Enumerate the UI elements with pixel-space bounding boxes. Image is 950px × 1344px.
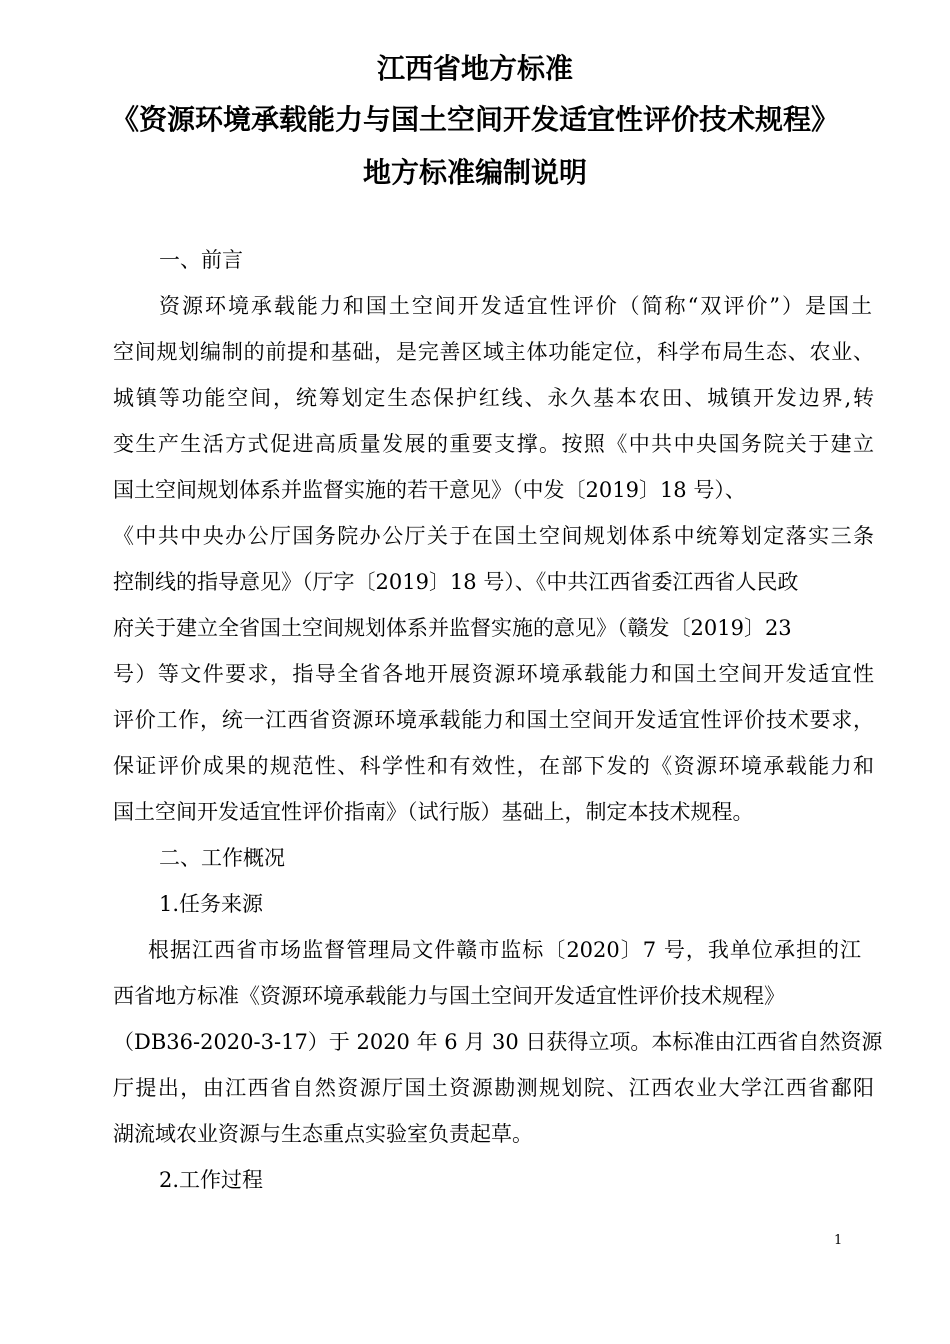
title-line-3: 地方标准编制说明 (362, 156, 587, 189)
paragraph-line: 湖流域农业资源与生态重点实验室负责起草。 (113, 1122, 533, 1146)
paragraph-line: 号）等文件要求，指导全省各地开展资源环境承载能力和国土空间开发适宜性 (113, 662, 874, 686)
paragraph-line: 根据江西省市场监督管理局文件赣市监标〔2020〕7 号，我单位承担的江 (148, 938, 861, 962)
paragraph-line: 保证评价成果的规范性、科学性和有效性，在部下发的《资源环境承载能力和 (113, 754, 874, 778)
paragraph-line: 国土空间规划体系并监督实施的若干意见》（中发〔2019〕18 号）、 (113, 478, 746, 502)
paragraph-line: 空间规划编制的前提和基础，是完善区域主体功能定位，科学布局生态、农业、 (113, 340, 874, 364)
paragraph-line: 西省地方标准《资源环境承载能力与国土空间开发适宜性评价技术规程》 (113, 984, 785, 1008)
subheading-task-source: 1.任务来源 (159, 892, 264, 916)
heading-work-overview: 二、工作概况 (159, 846, 285, 870)
subheading-work-process: 2.工作过程 (159, 1168, 264, 1192)
paragraph-line: 城镇等功能空间，统筹划定生态保护红线、永久基本农田、城镇开发边界,转 (113, 386, 874, 410)
paragraph-line: （DB36-2020-3-17）于 2020 年 6 月 30 日获得立项。本标准由江西省自然资源 (113, 1030, 883, 1054)
page-number: 1 (834, 1233, 843, 1248)
paragraph-line: 资源环境承载能力和国土空间开发适宜性评价（简称“双评价”）是国土 (159, 294, 872, 318)
paragraph-line: 变生产生活方式促进高质量发展的重要支撑。按照《中共中央国务院关于建立 (113, 432, 874, 456)
title-line-1: 江西省地方标准 (376, 52, 573, 85)
paragraph-line: 厅提出，由江西省自然资源厅国土资源勘测规划院、江西农业大学江西省鄱阳 (113, 1076, 874, 1100)
paragraph-line: 控制线的指导意见》（厅字〔2019〕18 号）、《中共江西省委江西省人民政 (113, 570, 799, 594)
paragraph-line: 评价工作，统一江西省资源环境承载能力和国土空间开发适宜性评价技术要求， (113, 708, 874, 732)
paragraph-line: 国土空间开发适宜性评价指南》（试行版）基础上，制定本技术规程。 (113, 800, 754, 824)
paragraph-line: 府关于建立全省国土空间规划体系并监督实施的意见》（赣发〔2019〕23 (113, 616, 792, 640)
paragraph-line: 《中共中央办公厅国务院办公厅关于在国土空间规划体系中统筹划定落实三条 (113, 524, 874, 548)
heading-preface: 一、前言 (159, 248, 243, 272)
title-line-2: 《资源环境承载能力与国土空间开发适宜性评价技术规程》 (110, 103, 839, 136)
